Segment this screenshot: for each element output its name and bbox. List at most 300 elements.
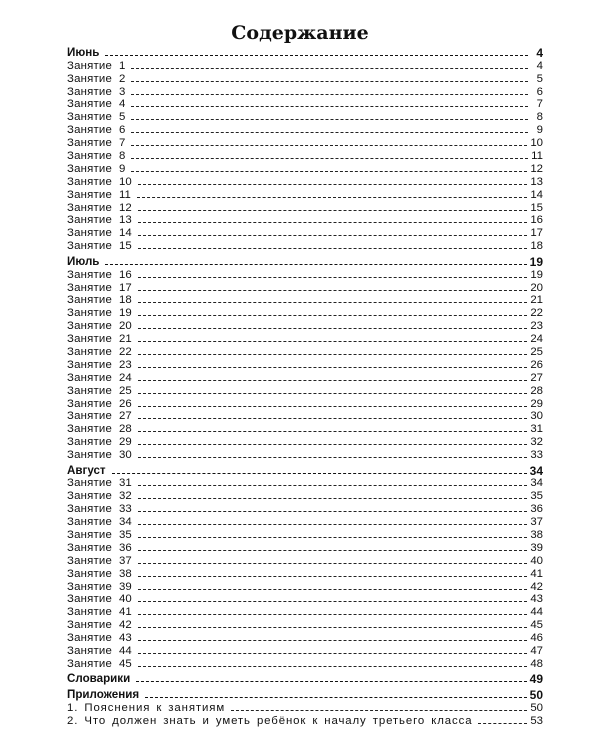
lesson-number: 7 (119, 137, 126, 150)
page-number: 48 (530, 657, 543, 670)
page-number: 26 (530, 358, 543, 371)
lesson-word: Занятие (67, 632, 112, 645)
leader-dots (478, 723, 527, 724)
lesson-word: Занятие (67, 371, 112, 384)
page-number: 11 (531, 150, 543, 163)
lesson-number: 6 (119, 124, 126, 137)
toc-appendix-item[interactable] (67, 701, 543, 714)
lesson-label (67, 423, 132, 435)
leader-dots (138, 341, 528, 342)
lesson-number: 30 (119, 449, 132, 462)
lesson-label (67, 307, 132, 319)
lesson-word: Занятие (67, 384, 112, 397)
lesson-label (67, 385, 132, 397)
page-number: 24 (530, 333, 543, 346)
page-number: 29 (530, 397, 543, 410)
july-list (67, 268, 543, 461)
toc-lesson-item[interactable] (67, 214, 543, 227)
lesson-number: 12 (119, 201, 132, 214)
toc-lesson-item[interactable] (67, 567, 543, 580)
page-number: 41 (530, 567, 543, 580)
leader-dots (138, 277, 528, 278)
leader-dots (131, 158, 528, 159)
page-number: 4 (536, 59, 543, 72)
page-number: 18 (530, 240, 543, 253)
toc-lesson-item[interactable] (67, 410, 543, 423)
lesson-label (67, 606, 132, 618)
lesson-label (67, 137, 125, 149)
toc-lesson-item[interactable] (67, 358, 543, 371)
leader-dots (131, 119, 528, 120)
lesson-label (67, 359, 132, 371)
page-number: 43 (530, 593, 543, 606)
leader-dots (138, 444, 528, 445)
toc-lesson-item[interactable] (67, 345, 543, 358)
toc-section-dictionaries[interactable] (67, 673, 543, 686)
lesson-number: 10 (119, 175, 132, 188)
leader-dots (137, 197, 528, 198)
lesson-label (67, 60, 125, 72)
page-number: 9 (536, 124, 543, 137)
page-number: 25 (530, 345, 543, 358)
lesson-label (67, 269, 132, 281)
lesson-number: 28 (119, 423, 132, 436)
page-number: 7 (536, 98, 543, 111)
lesson-number: 44 (119, 645, 132, 658)
lesson-number: 16 (119, 268, 132, 281)
leader-dots (105, 55, 528, 56)
toc-lesson-item[interactable] (67, 123, 543, 136)
toc-lesson-item[interactable] (67, 85, 543, 98)
leader-dots (138, 589, 528, 590)
toc-lesson-item[interactable] (67, 477, 543, 490)
lesson-word: Занятие (67, 567, 112, 580)
toc-appendix-item[interactable] (67, 714, 543, 727)
page-number: 23 (530, 320, 543, 333)
toc-lesson-item[interactable] (67, 59, 543, 72)
lesson-number: 38 (119, 567, 132, 580)
lesson-number: 35 (119, 529, 132, 542)
lesson-number: 20 (119, 320, 132, 333)
page-number: 19 (530, 268, 543, 281)
lesson-word: Занятие (67, 593, 112, 606)
toc-lesson-item[interactable] (67, 515, 543, 528)
leader-dots (138, 210, 528, 211)
toc-lesson-item[interactable] (67, 110, 543, 123)
page-number: 35 (530, 490, 543, 503)
toc-lesson-item[interactable] (67, 631, 543, 644)
lesson-number: 1 (119, 59, 126, 72)
page-number: 4 (536, 45, 543, 60)
page-number: 31 (530, 423, 543, 436)
lesson-label (67, 320, 132, 332)
leader-dots (138, 406, 528, 407)
toc-lesson-item[interactable] (67, 397, 543, 410)
toc-lesson-item[interactable] (67, 98, 543, 111)
lesson-label (67, 555, 132, 567)
page-number: 44 (530, 606, 543, 619)
lesson-word: Занятие (67, 397, 112, 410)
leader-dots (138, 248, 528, 249)
lesson-word: Занятие (67, 307, 112, 320)
lesson-word: Занятие (67, 503, 112, 516)
toc-lesson-item[interactable] (67, 580, 543, 593)
page-number: 45 (530, 619, 543, 632)
lesson-word: Занятие (67, 214, 112, 227)
page-number: 6 (536, 85, 543, 98)
lesson-number: 18 (119, 294, 132, 307)
lesson-label (67, 490, 132, 502)
page-title: Содержание (231, 22, 369, 44)
page-number: 32 (530, 436, 543, 449)
appendix-label: 2. Что должен знать и уметь ребёнок к началу третьего класса (67, 714, 473, 727)
toc-lesson-item[interactable] (67, 384, 543, 397)
lesson-label (67, 568, 132, 580)
leader-dots (136, 681, 526, 682)
page-number: 46 (530, 632, 543, 645)
leader-dots (138, 393, 528, 394)
toc-lesson-item[interactable] (67, 149, 543, 162)
page-number: 33 (530, 449, 543, 462)
leader-dots (131, 81, 528, 82)
page-number: 27 (530, 371, 543, 384)
toc-lesson-item[interactable] (67, 489, 543, 502)
toc-lesson-item[interactable] (67, 188, 543, 201)
lesson-word: Занятие (67, 201, 112, 214)
leader-dots (138, 498, 528, 499)
toc-lesson-item[interactable] (67, 448, 543, 461)
lesson-number: 45 (119, 657, 132, 670)
leader-dots (138, 666, 528, 667)
lesson-word: Занятие (67, 657, 112, 670)
page-number: 17 (530, 227, 543, 240)
page-number: 40 (530, 554, 543, 567)
page-number: 49 (529, 672, 543, 687)
toc-lesson-item[interactable] (67, 502, 543, 515)
toc-lesson-item[interactable] (67, 605, 543, 618)
lesson-word: Занятие (67, 268, 112, 281)
lesson-word: Занятие (67, 449, 112, 462)
lesson-number: 33 (119, 503, 132, 516)
toc-lesson-item[interactable] (67, 618, 543, 631)
toc-lesson-item[interactable] (67, 268, 543, 281)
leader-dots (138, 653, 528, 654)
lesson-label (67, 619, 132, 631)
lesson-number: 39 (119, 580, 132, 593)
lesson-number: 43 (119, 632, 132, 645)
page-number: 30 (530, 410, 543, 423)
leader-dots (138, 457, 528, 458)
toc-lesson-item[interactable] (67, 226, 543, 239)
lesson-number: 8 (119, 150, 126, 163)
june-list (67, 59, 543, 252)
toc-lesson-item[interactable] (67, 528, 543, 541)
lesson-word: Занятие (67, 490, 112, 503)
table-of-contents (67, 46, 543, 727)
toc-lesson-item[interactable] (67, 422, 543, 435)
page-number: 34 (530, 477, 543, 490)
leader-dots (138, 576, 528, 577)
page-number: 12 (530, 162, 543, 175)
lesson-number: 26 (119, 397, 132, 410)
lesson-word: Занятие (67, 554, 112, 567)
lesson-number: 40 (119, 593, 132, 606)
lesson-number: 15 (119, 240, 132, 253)
page-number: 28 (530, 384, 543, 397)
leader-dots (138, 563, 528, 564)
lesson-word: Занятие (67, 345, 112, 358)
page-number: 42 (530, 580, 543, 593)
toc-lesson-item[interactable] (67, 162, 543, 175)
lesson-label (67, 111, 125, 123)
lesson-word: Занятие (67, 580, 112, 593)
leader-dots (138, 550, 528, 551)
lesson-word: Занятие (67, 72, 112, 85)
lesson-word: Занятие (67, 529, 112, 542)
lesson-label (67, 632, 132, 644)
page-number: 50 (530, 701, 543, 714)
toc-lesson-item[interactable] (67, 371, 543, 384)
lesson-label (67, 346, 132, 358)
leader-dots (131, 94, 528, 95)
toc-lesson-item[interactable] (67, 593, 543, 606)
toc-lesson-item[interactable] (67, 72, 543, 85)
toc-lesson-item[interactable] (67, 657, 543, 670)
toc-section-august[interactable] (67, 464, 543, 477)
lesson-label (67, 176, 132, 188)
leader-dots (138, 328, 528, 329)
lesson-number: 36 (119, 541, 132, 554)
leader-dots (131, 171, 527, 172)
section-label: Приложения (67, 687, 140, 701)
leader-dots (138, 627, 528, 628)
lesson-label (67, 645, 132, 657)
toc-lesson-item[interactable] (67, 201, 543, 214)
lesson-number: 17 (119, 281, 132, 294)
leader-dots (131, 106, 528, 107)
leader-dots (138, 367, 528, 368)
lesson-word: Занятие (67, 606, 112, 619)
lesson-label (67, 227, 132, 239)
lesson-word: Занятие (67, 240, 112, 253)
lesson-word: Занятие (67, 294, 112, 307)
lesson-number: 31 (119, 477, 132, 490)
page-number: 21 (530, 294, 543, 307)
lesson-word: Занятие (67, 150, 112, 163)
toc-lesson-item[interactable] (67, 319, 543, 332)
leader-dots (138, 354, 528, 355)
lesson-label (67, 436, 132, 448)
lesson-number: 32 (119, 490, 132, 503)
lesson-word: Занятие (67, 645, 112, 658)
lesson-label (67, 86, 125, 98)
lesson-word: Занятие (67, 281, 112, 294)
lesson-word: Занятие (67, 358, 112, 371)
lesson-label (67, 658, 132, 670)
page-number: 13 (530, 175, 543, 188)
section-label: Июнь (67, 45, 100, 59)
page-number: 53 (530, 714, 543, 727)
appendix-label: 1. Пояснения к занятиям (67, 701, 226, 714)
leader-dots (138, 485, 528, 486)
page-number: 38 (530, 529, 543, 542)
lesson-label (67, 282, 132, 294)
lesson-number: 22 (119, 345, 132, 358)
toc-section-appendices[interactable] (67, 688, 543, 701)
leader-dots (138, 380, 528, 381)
lesson-label (67, 477, 132, 489)
leader-dots (138, 315, 528, 316)
page-number: 34 (529, 463, 543, 478)
toc-lesson-item[interactable] (67, 554, 543, 567)
lesson-label (67, 529, 132, 541)
lesson-number: 27 (119, 410, 132, 423)
lesson-word: Занятие (67, 541, 112, 554)
lesson-number: 2 (119, 72, 126, 85)
lesson-label (67, 150, 125, 162)
lesson-word: Занятие (67, 227, 112, 240)
page-number: 14 (530, 188, 543, 201)
lesson-word: Занятие (67, 410, 112, 423)
august-list (67, 477, 543, 670)
page-number: 39 (530, 541, 543, 554)
section-label: Словарики (67, 672, 131, 686)
leader-dots (131, 68, 528, 69)
page-number: 50 (529, 687, 543, 702)
leader-dots (138, 222, 528, 223)
lesson-label (67, 593, 132, 605)
lesson-label (67, 333, 132, 345)
lesson-number: 13 (119, 214, 132, 227)
lesson-number: 34 (119, 516, 132, 529)
lesson-label (67, 163, 125, 175)
lesson-word: Занятие (67, 59, 112, 72)
lesson-word: Занятие (67, 436, 112, 449)
leader-dots (138, 614, 528, 615)
page-number: 20 (530, 281, 543, 294)
section-label: Июль (67, 254, 100, 268)
leader-dots (138, 511, 528, 512)
lesson-number: 3 (119, 85, 126, 98)
leader-dots (131, 132, 528, 133)
lesson-number: 41 (119, 606, 132, 619)
toc-lesson-item[interactable] (67, 306, 543, 319)
lesson-label (67, 98, 125, 110)
leader-dots (131, 145, 527, 146)
toc-section-june[interactable] (67, 46, 543, 59)
page-number: 10 (530, 137, 543, 150)
leader-dots (138, 184, 528, 185)
lesson-label (67, 398, 132, 410)
lesson-word: Занятие (67, 124, 112, 137)
lesson-word: Занятие (67, 516, 112, 529)
lesson-label (67, 294, 132, 306)
lesson-word: Занятие (67, 423, 112, 436)
lesson-word: Занятие (67, 320, 112, 333)
toc-lesson-item[interactable] (67, 332, 543, 345)
leader-dots (138, 601, 528, 602)
lesson-label (67, 240, 132, 252)
leader-dots (138, 524, 528, 525)
leader-dots (231, 710, 527, 711)
lesson-number: 11 (119, 188, 131, 201)
lesson-label (67, 410, 132, 422)
lesson-number: 9 (119, 162, 126, 175)
lesson-word: Занятие (67, 188, 112, 201)
page-number: 16 (530, 214, 543, 227)
page-number: 8 (536, 111, 543, 124)
leader-dots (138, 640, 528, 641)
toc-section-july[interactable] (67, 255, 543, 268)
section-label: Август (67, 463, 106, 477)
lesson-number: 29 (119, 436, 132, 449)
lesson-label (67, 124, 125, 136)
lesson-label (67, 503, 132, 515)
lesson-word: Занятие (67, 111, 112, 124)
lesson-label (67, 516, 132, 528)
leader-dots (138, 290, 528, 291)
lesson-word: Занятие (67, 137, 112, 150)
leader-dots (138, 235, 528, 236)
leader-dots (138, 431, 528, 432)
leader-dots (138, 418, 528, 419)
toc-lesson-item[interactable] (67, 175, 543, 188)
page-number: 22 (530, 307, 543, 320)
lesson-number: 42 (119, 619, 132, 632)
lesson-label (67, 189, 131, 201)
lesson-word: Занятие (67, 162, 112, 175)
page-number: 15 (530, 201, 543, 214)
page-number: 5 (536, 72, 543, 85)
toc-lesson-item[interactable] (67, 281, 543, 294)
lesson-word: Занятие (67, 85, 112, 98)
lesson-word: Занятие (67, 619, 112, 632)
lesson-word: Занятие (67, 477, 112, 490)
lesson-number: 4 (119, 98, 126, 111)
toc-lesson-item[interactable] (67, 435, 543, 448)
leader-dots (105, 264, 526, 265)
leader-dots (112, 473, 527, 474)
lesson-label (67, 214, 132, 226)
lesson-label (67, 73, 125, 85)
lesson-number: 37 (119, 554, 132, 567)
page-number: 47 (530, 645, 543, 658)
lesson-label (67, 372, 132, 384)
toc-lesson-item[interactable] (67, 541, 543, 554)
lesson-label (67, 202, 132, 214)
lesson-number: 23 (119, 358, 132, 371)
lesson-word: Занятие (67, 175, 112, 188)
lesson-number: 25 (119, 384, 132, 397)
page-number: 37 (530, 516, 543, 529)
lesson-number: 5 (119, 111, 126, 124)
toc-lesson-item[interactable] (67, 644, 543, 657)
leader-dots (145, 697, 527, 698)
leader-dots (138, 302, 528, 303)
lesson-number: 14 (119, 227, 132, 240)
lesson-label (67, 449, 132, 461)
page-number: 19 (529, 254, 543, 269)
lesson-word: Занятие (67, 98, 112, 111)
toc-lesson-item[interactable] (67, 136, 543, 149)
lesson-label (67, 542, 132, 554)
lesson-number: 21 (119, 333, 132, 346)
lesson-word: Занятие (67, 333, 112, 346)
page-number: 36 (530, 503, 543, 516)
lesson-number: 19 (119, 307, 132, 320)
toc-lesson-item[interactable] (67, 239, 543, 252)
toc-lesson-item[interactable] (67, 294, 543, 307)
